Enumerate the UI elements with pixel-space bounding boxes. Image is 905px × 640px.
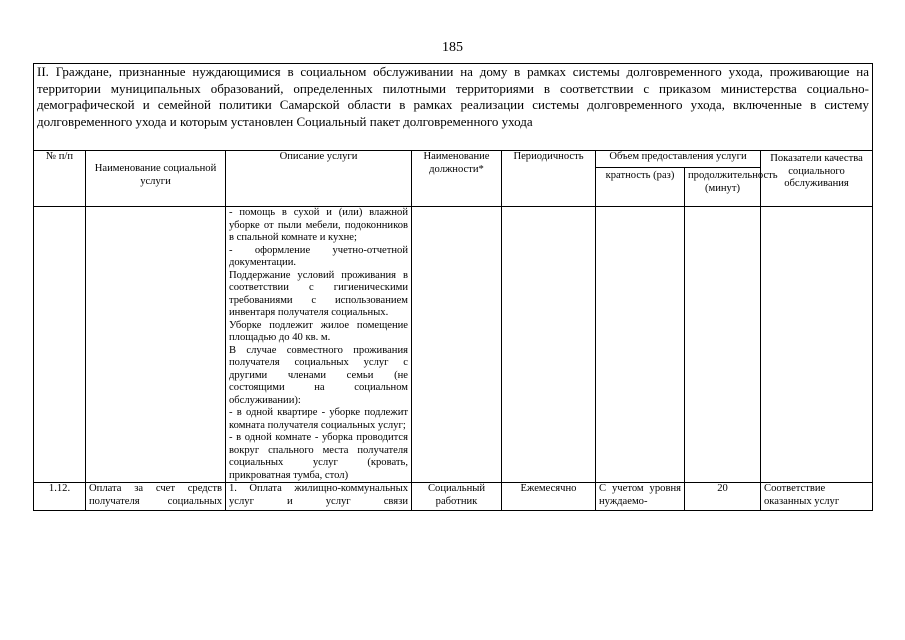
header-num: № п/п (34, 151, 86, 207)
continuation-periodicity-cell (502, 207, 596, 483)
continuation-frequency-cell (596, 207, 685, 483)
description-line: В случае совместного проживания получателя социальных услуг с другими членами семьи (не состоящими на социальном обслуживании): (229, 344, 408, 406)
description-line: Уборке подлежит жилое помещение площадью до 40 кв. м. (229, 319, 408, 343)
header-volume: Объем предоставления услуги (596, 151, 761, 168)
continuation-description (226, 207, 412, 483)
page-number: 185 (442, 40, 463, 55)
description-line: - оформление учетно-отчетной документации. (229, 244, 408, 268)
description-line: - в одной комнате - уборка проводится вокруг спального места получателя социальных услуг (кровать, прикроватная тумба, стол) (229, 432, 408, 481)
continuation-position-cell (412, 207, 502, 483)
table-row (34, 483, 873, 511)
row-frequency: С учетом уровня нуждаемо- (596, 483, 685, 511)
header-frequency: кратность (раз) (596, 168, 685, 207)
row-num: 1.12. (34, 483, 86, 511)
section-title: II. Граждане, признанные нуждающимися в социальном обслуживании на дому в рамках системы долговременного ухода, проживающие на территории муниципальных образований, определенных пилотными территориями в соответствии с приказом министерства социально-демографической и семейной политики Самарской области в рамках реализации системы долговременного ухода, включенные в систему долговременного ухода и которым установлен Социальный пакет долговременного ухода (34, 64, 873, 151)
continuation-num-cell (34, 207, 86, 483)
header-duration: продолжительность (минут) (685, 168, 761, 207)
table-header-row-1 (34, 151, 873, 168)
services-table (33, 63, 873, 511)
row-description: 1. Оплата жилищно-коммунальных услуг и услуг связи (226, 483, 412, 511)
header-quality: Показатели качества социального обслуживания (761, 151, 873, 207)
row-periodicity: Ежемесячно (502, 483, 596, 511)
section-header-row (34, 64, 873, 151)
description-line: Поддержание условий проживания в соответствии с гигиеническими требованиями с использованием инвентаря получателя социальных. (229, 269, 408, 318)
continuation-row (34, 207, 873, 483)
row-duration: 20 (685, 483, 761, 511)
continuation-quality-cell (761, 207, 873, 483)
header-service-name: Наименование социальной услуги (86, 151, 226, 207)
continuation-service-cell (86, 207, 226, 483)
header-periodicity: Периодичность (502, 151, 596, 207)
header-position: Наименование должности* (412, 151, 502, 207)
row-position: Социальный работник (412, 483, 502, 511)
row-service-name: Оплата за счет средств получателя социальных (86, 483, 226, 511)
row-quality: Соответствие оказанных услуг (761, 483, 873, 511)
continuation-duration-cell (685, 207, 761, 483)
description-line: - в одной квартире - уборке подлежит комната получателя социальных услуг; (229, 407, 408, 431)
description-line: - помощь в сухой и (или) влажной уборке от пыли мебели, подоконников в спальной комнате и кухне; (229, 207, 408, 243)
header-description: Описание услуги (226, 151, 412, 207)
